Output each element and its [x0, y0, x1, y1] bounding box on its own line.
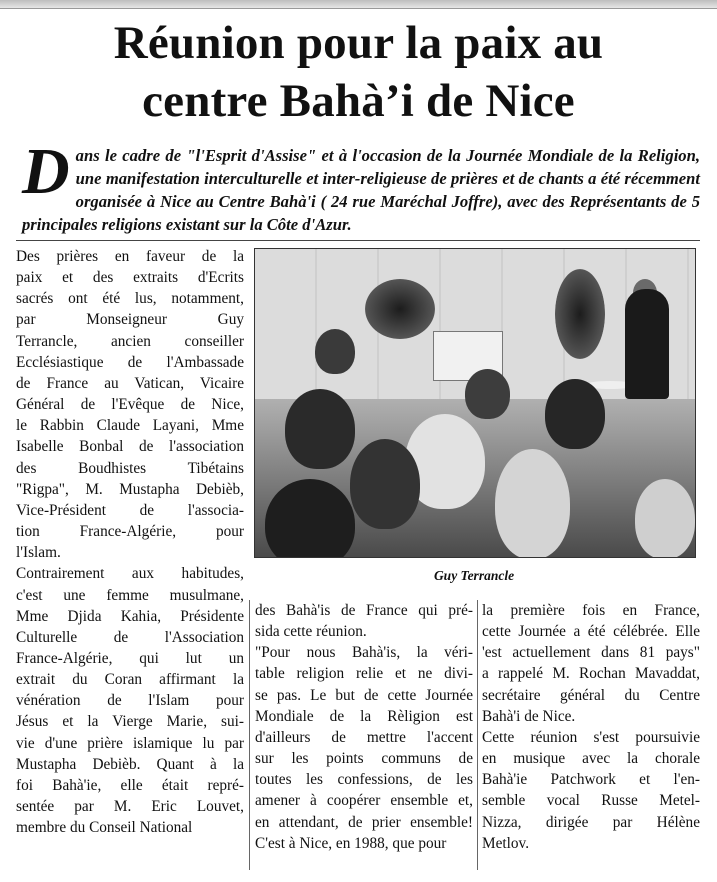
text-line: c'est une femme musulmane,: [16, 586, 244, 604]
photo-audience-head: [350, 439, 420, 529]
text-line: tion France-Algérie, pour: [16, 523, 244, 541]
lede-paragraph: [22, 135, 700, 236]
text-line: amener à coopérer ensemble et,: [255, 792, 473, 810]
text-line: Nizza, dirigée par Hélène: [482, 813, 700, 831]
text-line: sida cette réunion.: [255, 623, 367, 641]
text-line: vie d'une prière islamique lu par: [16, 734, 244, 752]
text-line: des Boudhistes Tibétains: [16, 459, 244, 477]
photo-audience-head: [265, 479, 355, 558]
column-separator: [477, 600, 478, 870]
lede-text: ans le cadre de "l'Esprit d'Assise" et à l'occasion de la Journée Mondiale de la Religion, une manifestation interculturelle et inter-religieuse de prières et de chants a été récemment organisée à Nice au Centre Bahà'i ( 24 rue Maréchal Joffre), avec des Représentants de 5 principales religions existant sur la Côte d'Azur.: [22, 146, 700, 234]
text-line: foi Bahà'ie, elle était repré-: [16, 776, 244, 794]
text-line: France-Algérie, qui lut un: [16, 649, 244, 667]
text-line: Bahà'ie Patchwork et l'en-: [482, 771, 700, 789]
text-line: des Bahà'is de France qui pré-: [255, 602, 473, 619]
text-line: table religion relie et ne divi-: [255, 665, 473, 683]
text-line: sur les points communs de: [255, 750, 473, 768]
headline-line-2: centre Bahà’i de Nice: [142, 75, 575, 127]
page-top-strip: [0, 0, 717, 9]
photo-plant-left: [365, 279, 435, 339]
text-line: "Pour nous Bahà'is, la véri-: [255, 644, 473, 662]
text-line: Ecclésiastique de l'Ambassade: [16, 353, 244, 371]
drop-cap: D: [22, 135, 70, 208]
text-line: l'Islam.: [16, 544, 61, 562]
text-line: Général de l'Evêque de Nice,: [16, 396, 244, 414]
photo-audience-head: [545, 379, 605, 449]
lede-divider: [16, 240, 700, 241]
photo-speaker: [625, 289, 669, 399]
event-photo: [254, 248, 696, 558]
text-line: Cette réunion s'est poursuivie: [482, 728, 700, 746]
text-line: Isabelle Bonbal de l'association: [16, 438, 244, 456]
text-line: a rappelé M. Rochan Mavaddat,: [482, 665, 700, 683]
text-line: secrétaire général du Centre: [482, 686, 700, 704]
text-line: Terrancle, ancien conseiller: [16, 332, 244, 350]
photo-audience-head: [635, 479, 695, 558]
text-line: la première fois en France,: [482, 602, 700, 619]
article-column-1: [16, 246, 244, 838]
text-line: C'est à Nice, en 1988, que pour: [255, 834, 447, 852]
text-line: Des prières en faveur de la: [16, 248, 244, 265]
text-line: membre du Conseil National: [16, 819, 193, 837]
text-line: sacrés ont été lus, notamment,: [16, 290, 244, 308]
text-line: Vice-Président de l'associa-: [16, 501, 244, 519]
headline: [0, 14, 717, 130]
text-line: "Rigpa", M. Mustapha Debièb,: [16, 480, 244, 498]
text-line: Bahà'i de Nice.: [482, 707, 576, 725]
photo-audience-head: [285, 389, 355, 469]
photo-audience-head: [495, 449, 570, 558]
column-separator: [249, 600, 250, 870]
article-column-3: [482, 600, 700, 854]
text-line: cette Journée a été célébrée. Elle: [482, 623, 700, 641]
text-line: Jésus et la Vierge Marie, sui-: [16, 713, 244, 731]
photo-plant-right: [555, 269, 605, 359]
text-line: Mustapha Debièb. Quant à la: [16, 755, 244, 773]
text-line: en attendant, de prier ensemble!: [255, 813, 473, 831]
text-line: Culturelle de l'Association: [16, 628, 244, 646]
photo-audience-head: [465, 369, 510, 419]
text-line: de France au Vatican, Vicaire: [16, 374, 244, 392]
text-line: par Monseigneur Guy: [16, 311, 244, 329]
text-line: Mondiale de la Rèligion est: [255, 707, 473, 725]
text-line: vénération de l'Islam pour: [16, 692, 244, 710]
text-line: Mme Djida Kahia, Présidente: [16, 607, 244, 625]
photo-audience-head: [315, 329, 355, 374]
text-line: se pas. Le but de cette Journée: [255, 686, 473, 704]
article-column-2: [255, 600, 473, 854]
text-line: Metlov.: [482, 834, 530, 852]
text-line: semble vocal Russe Metel-: [482, 792, 700, 810]
headline-line-1: Réunion pour la paix au: [113, 17, 604, 69]
photo-caption: Guy Terrancle: [433, 568, 515, 583]
text-line: le Rabbin Claude Layani, Mme: [16, 417, 244, 435]
text-line: Contrairement aux habitudes,: [16, 565, 244, 583]
text-line: d'ailleurs de mettre l'accent: [255, 728, 473, 746]
text-line: en musique avec la chorale: [482, 750, 700, 768]
text-line: 'est actuellement dans 81 pays": [482, 644, 700, 662]
text-line: paix et des extraits d'Ecrits: [16, 269, 244, 287]
text-line: toutes les confessions, de les: [255, 771, 473, 789]
text-line: extrait du Coran affirmant la: [16, 671, 244, 689]
text-line: sentée par M. Eric Louvet,: [16, 798, 244, 816]
